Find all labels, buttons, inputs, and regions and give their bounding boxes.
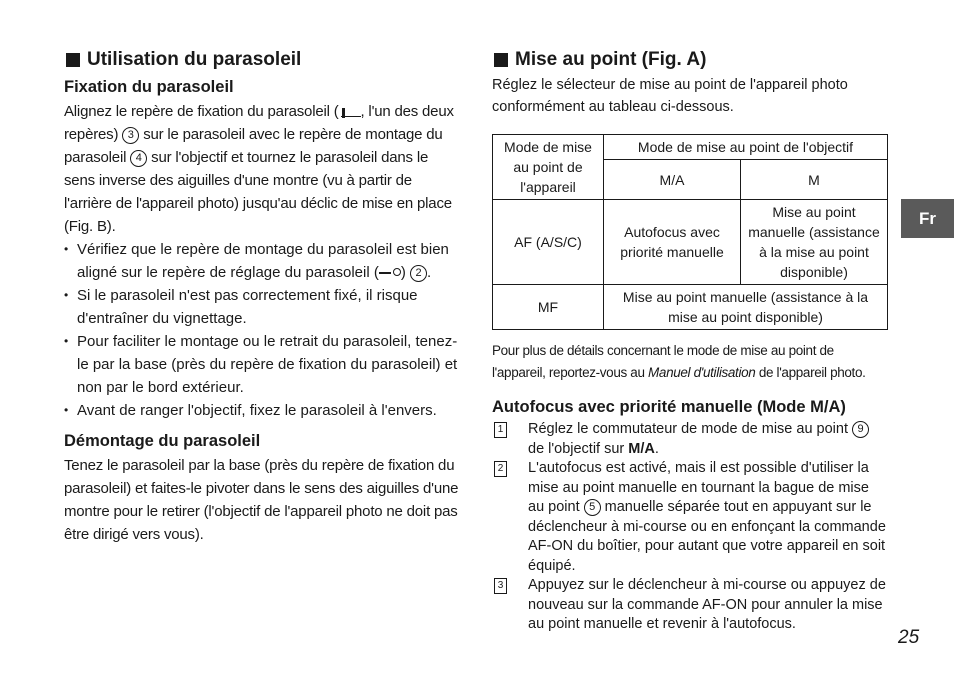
heading-fixation: Fixation du parasoleil	[64, 78, 234, 96]
callout-9: 9	[852, 421, 869, 438]
callout-2: 2	[410, 265, 427, 282]
table-row-af-label: AF (A/S/C)	[493, 200, 604, 285]
hood-setting-mark-icon	[379, 266, 401, 278]
step-number: 3	[494, 578, 507, 594]
step-item: 3 Appuyez sur le déclencheur à mi-course ou appuyez de nouveau sur la commande AF-ON pour annuler la mise au point manuelle et revenir à l'autofocus.	[492, 576, 888, 635]
table-col-ma: M/A	[604, 160, 741, 200]
bullet-item: • Pour faciliter le montage ou le retrait du parasoleil, tenez-le par la base (près du repère de fixation du parasoleil) et non par le bord extérieur.	[64, 330, 462, 399]
section-title-hood: Utilisation du parasoleil	[64, 48, 462, 72]
table-header-lens-mode: Mode de mise au point de l'objectif	[604, 135, 888, 160]
heading-autofocus: Autofocus avec priorité manuelle (Mode M/A)	[492, 398, 846, 416]
language-tab: Fr	[901, 199, 954, 238]
hood-attachment-mark-icon	[339, 104, 361, 118]
step-number: 1	[494, 422, 507, 438]
callout-5: 5	[584, 499, 601, 516]
autofocus-steps	[492, 420, 888, 635]
black-square-icon	[494, 53, 508, 67]
left-column	[64, 48, 462, 546]
black-square-icon	[66, 53, 80, 67]
table-cell-af-m: Mise au point manuelle (assistance à la mise au point disponible)	[741, 200, 888, 285]
bullet-item: • Vérifiez que le repère de montage du parasoleil est bien aligné sur le repère de réglage du parasoleil ( ) 2 .	[64, 238, 462, 284]
callout-4: 4	[130, 150, 147, 167]
table-cell-mf: Mise au point manuelle (assistance à la mise au point disponible)	[604, 285, 888, 330]
page-number: 25	[898, 627, 920, 648]
step-item: 1 Réglez le commutateur de mode de mise au point 9 de l'objectif sur M/A.	[492, 420, 888, 459]
fixation-bullets	[64, 238, 462, 422]
step-number: 2	[494, 461, 507, 477]
bullet-item: • Avant de ranger l'objectif, fixez le parasoleil à l'envers.	[64, 399, 462, 422]
table-cell-af-ma: Autofocus avec priorité manuelle	[604, 200, 741, 285]
table-row-mf-label: MF	[493, 285, 604, 330]
manual-note: Pour plus de détails concernant le mode de mise au point de l'appareil, reportez-vous au Manuel d'utilisation de l'appareil photo.	[492, 343, 866, 380]
callout-3: 3	[122, 127, 139, 144]
bullet-item: • Si le parasoleil n'est pas correctement fixé, il risque d'entraîner du vignettage.	[64, 284, 462, 330]
fixation-paragraph: Alignez le repère de fixation du parasoleil ( , l'un des deux repères) 3 sur le parasoleil avec le repère de montage du parasoleil 4 sur l'objectif et tournez le parasoleil dans le sens inverse des aiguilles d'une montre (vu à partir de l'arrière de l'appareil photo) jusqu'au déclic de mise en place (Fig. B).	[64, 103, 454, 235]
focus-mode-table	[492, 134, 888, 330]
demontage-paragraph: Tenez le parasoleil par la base (près du repère de fixation du parasoleil) et faites-le pivoter dans le sens des aiguilles d'une montre pour le retirer (l'objectif de l'appareil photo ne doit pas être dirigé vers vous).	[64, 457, 459, 543]
section-title-focus: Mise au point (Fig. A)	[492, 48, 888, 72]
table-header-camera-mode: Mode de mise au point de l'appareil	[493, 135, 604, 200]
table-col-m: M	[741, 160, 888, 200]
focus-intro: Réglez le sélecteur de mise au point de l'appareil photo conformément au tableau ci-dessous.	[492, 77, 848, 115]
step-item: 2 L'autofocus est activé, mais il est possible d'utiliser la mise au point manuelle en tournant la bague de mise au point 5 manuelle séparée tout en appuyant sur le déclencheur à mi-course ou en enfonçant la commande AF-ON du boîtier, pour autant que votre appareil en soit équipé.	[492, 459, 888, 576]
right-column	[492, 48, 888, 635]
heading-demontage: Démontage du parasoleil	[64, 432, 261, 450]
